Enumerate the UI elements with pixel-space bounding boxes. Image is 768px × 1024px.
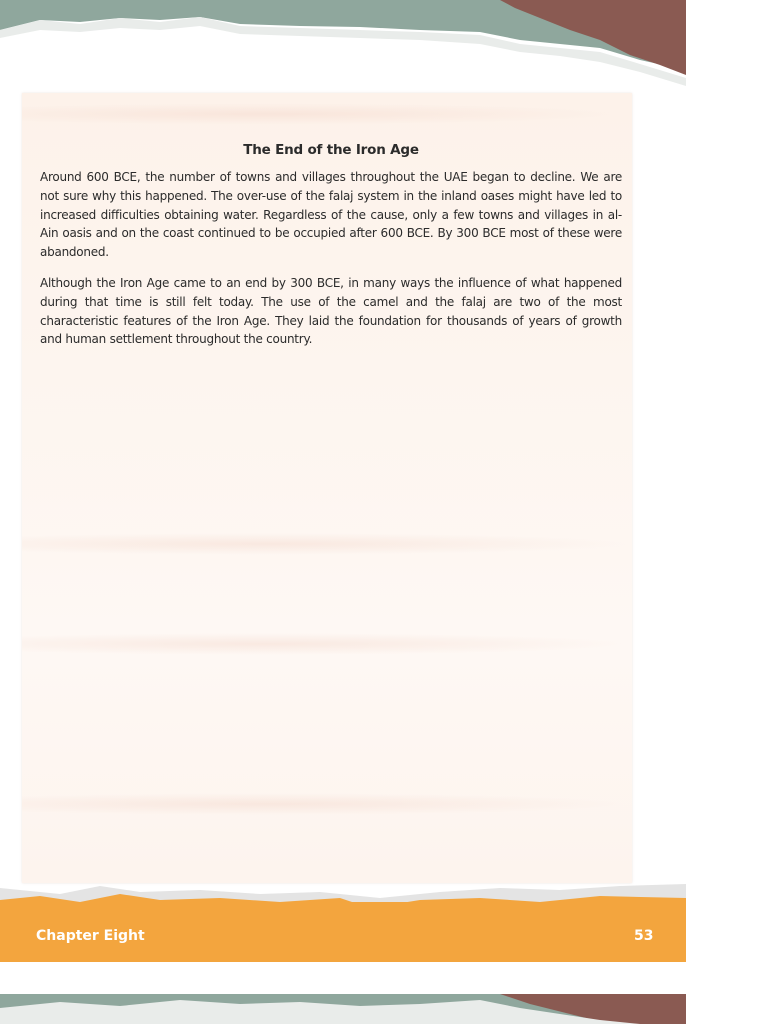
page-number: 53	[634, 928, 654, 944]
torn-paper-bottom-band	[0, 990, 686, 1024]
chapter-label: Chapter Eight	[36, 928, 145, 944]
paper-crease	[22, 793, 632, 815]
article-title: The End of the Iron Age	[243, 142, 419, 158]
torn-paper-top-band	[0, 0, 686, 90]
article-paragraph-2: Although the Iron Age came to an end by 300 BCE, in many ways the influence of what happened during that time is still felt today. The use of the camel and the falaj are two of the most characteristic features of the Iron Age. They laid the foundation for thousands of years of growth and human settlement throughout the country.	[40, 275, 622, 347]
paper-crease	[22, 633, 632, 655]
article	[40, 142, 622, 361]
article-paragraph-1: Around 600 BCE, the number of towns and villages throughout the UAE began to decline. We are not sure why this happened. The over-use of the falaj system in the inland oases might have led to increased difficulties obtaining water. Regardless of the cause, only a few towns and villages in al-Ain oasis and on the coast continued to be occupied after 600 BCE. By 300 BCE most of these were abandoned.	[40, 170, 622, 260]
paper-crease	[22, 533, 632, 555]
paper-crease	[22, 103, 632, 125]
